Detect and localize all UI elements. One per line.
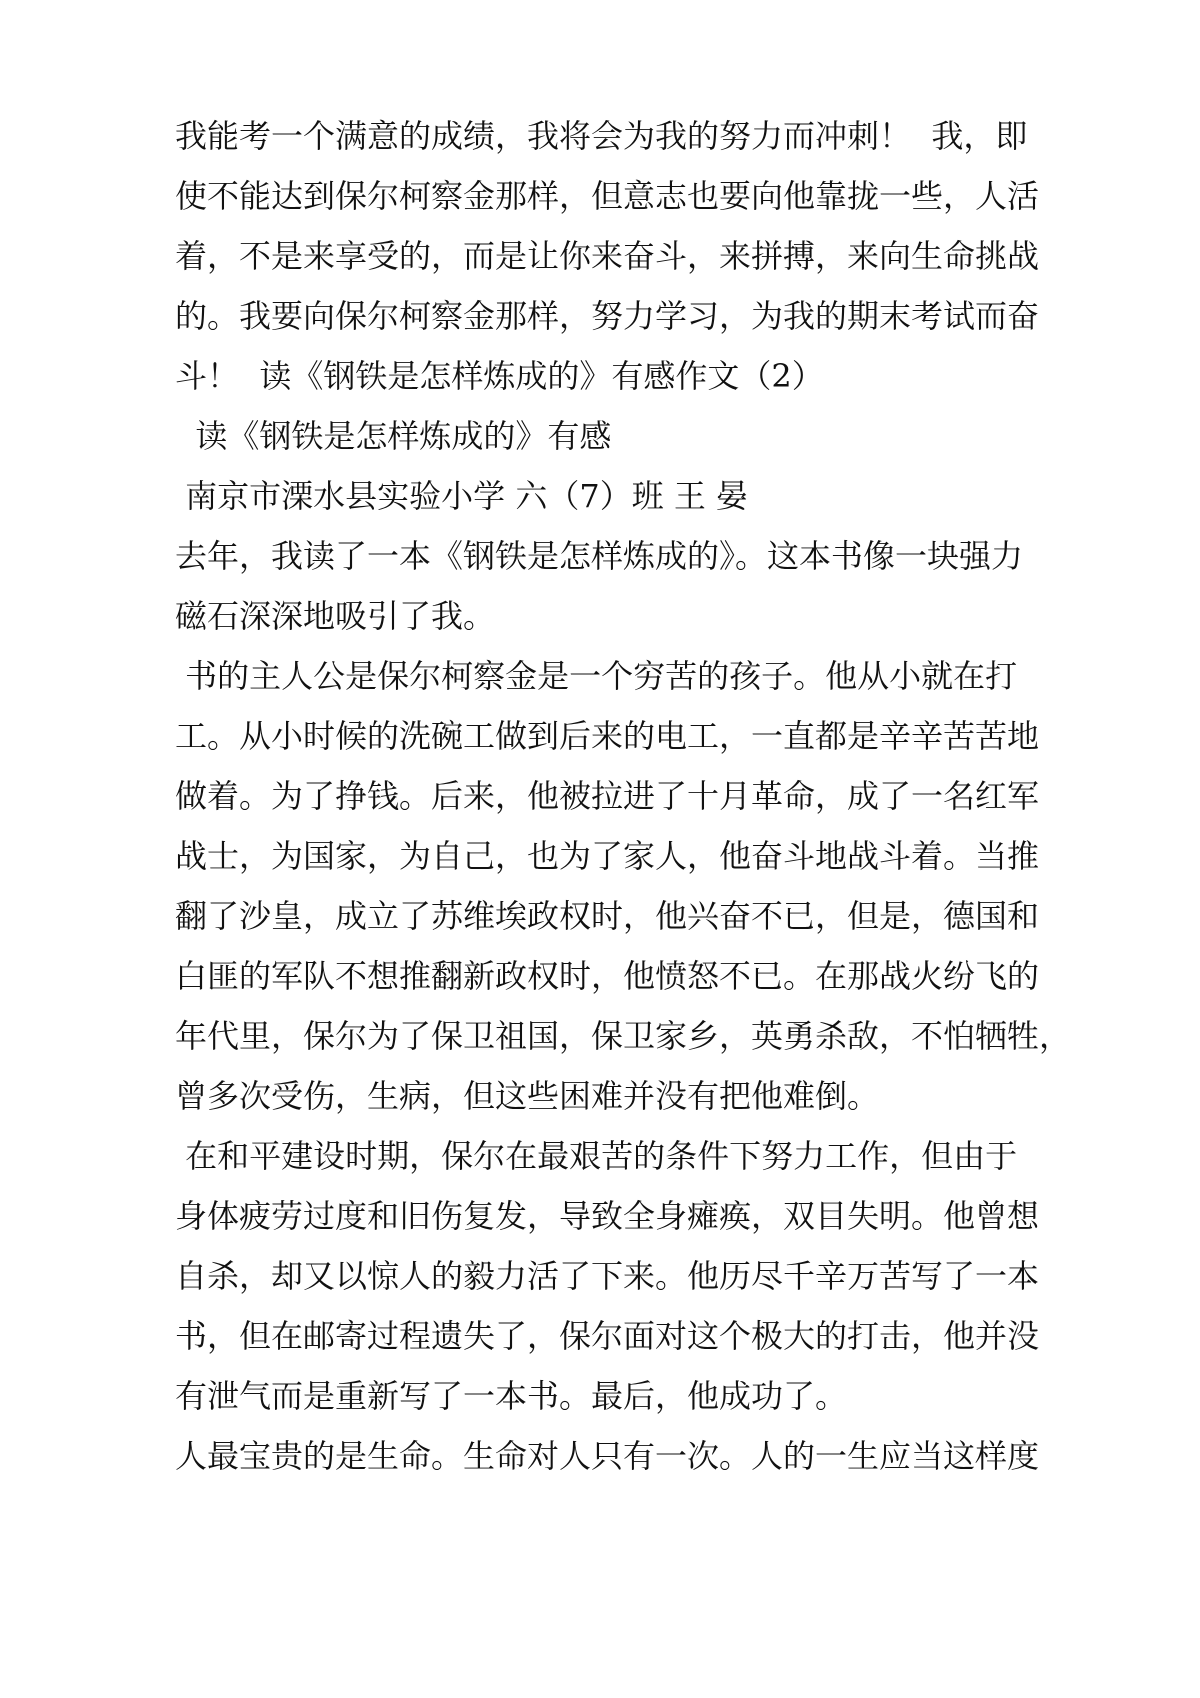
text-line-9: 磁石深深地吸引了我。: [175, 597, 496, 635]
section-title: 读《钢铁是怎样炼成的》有感: [175, 417, 612, 455]
author-line: 南京市溧水县实验小学 六（7）班 王 晏: [175, 477, 749, 515]
text-line-1: 我能考一个满意的成绩，我将会为我的努力而冲刺！ 我，即: [175, 117, 1028, 155]
text-line-20: 自杀，却又以惊人的毅力活了下来。他历尽千辛万苦写了一本: [175, 1257, 1040, 1295]
text-line-2: 使不能达到保尔柯察金那样，但意志也要向他靠拢一些，人活: [175, 177, 1040, 215]
text-line-15: 白匪的军队不想推翻新政权时，他愤怒不已。在那战火纷飞的: [175, 957, 1040, 995]
text-line-11: 工。从小时候的洗碗工做到后来的电工，一直都是辛辛苦苦地: [175, 717, 1040, 755]
text-line-13: 战士，为国家，为自己，也为了家人，他奋斗地战斗着。当推: [175, 837, 1040, 875]
text-line-12: 做着。为了挣钱。后来，他被拉进了十月革命，成了一名红军: [175, 777, 1040, 815]
text-line-4: 的。我要向保尔柯察金那样，努力学习，为我的期末考试而奋: [175, 297, 1040, 335]
text-line-16: 年代里，保尔为了保卫祖国，保卫家乡，英勇杀敌，不怕牺牲，: [175, 1017, 1072, 1055]
text-line-19: 身体疲劳过度和旧伤复发，导致全身瘫痪，双目失明。他曾想: [175, 1197, 1040, 1235]
text-line-17: 曾多次受伤，生病，但这些困难并没有把他难倒。: [175, 1077, 880, 1115]
text-line-5: 斗！ 读《钢铁是怎样炼成的》有感作文（2）: [175, 357, 824, 395]
text-line-21: 书，但在邮寄过程遗失了，保尔面对这个极大的打击，他并没: [175, 1317, 1040, 1355]
text-line-3: 着，不是来享受的，而是让你来奋斗，来拼搏，来向生命挑战: [175, 237, 1040, 275]
text-line-18: 在和平建设时期，保尔在最艰苦的条件下努力工作，但由于: [175, 1137, 1018, 1175]
text-line-22: 有泄气而是重新写了一本书。最后，他成功了。: [175, 1377, 848, 1415]
text-line-23: 人最宝贵的是生命。生命对人只有一次。人的一生应当这样度: [175, 1437, 1040, 1475]
text-line-14: 翻了沙皇，成立了苏维埃政权时，他兴奋不已，但是，德国和: [175, 897, 1040, 935]
text-line-8: 去年，我读了一本《钢铁是怎样炼成的》。这本书像一块强力: [175, 537, 1024, 575]
text-line-10: 书的主人公是保尔柯察金是一个穷苦的孩子。他从小就在打: [175, 657, 1018, 695]
